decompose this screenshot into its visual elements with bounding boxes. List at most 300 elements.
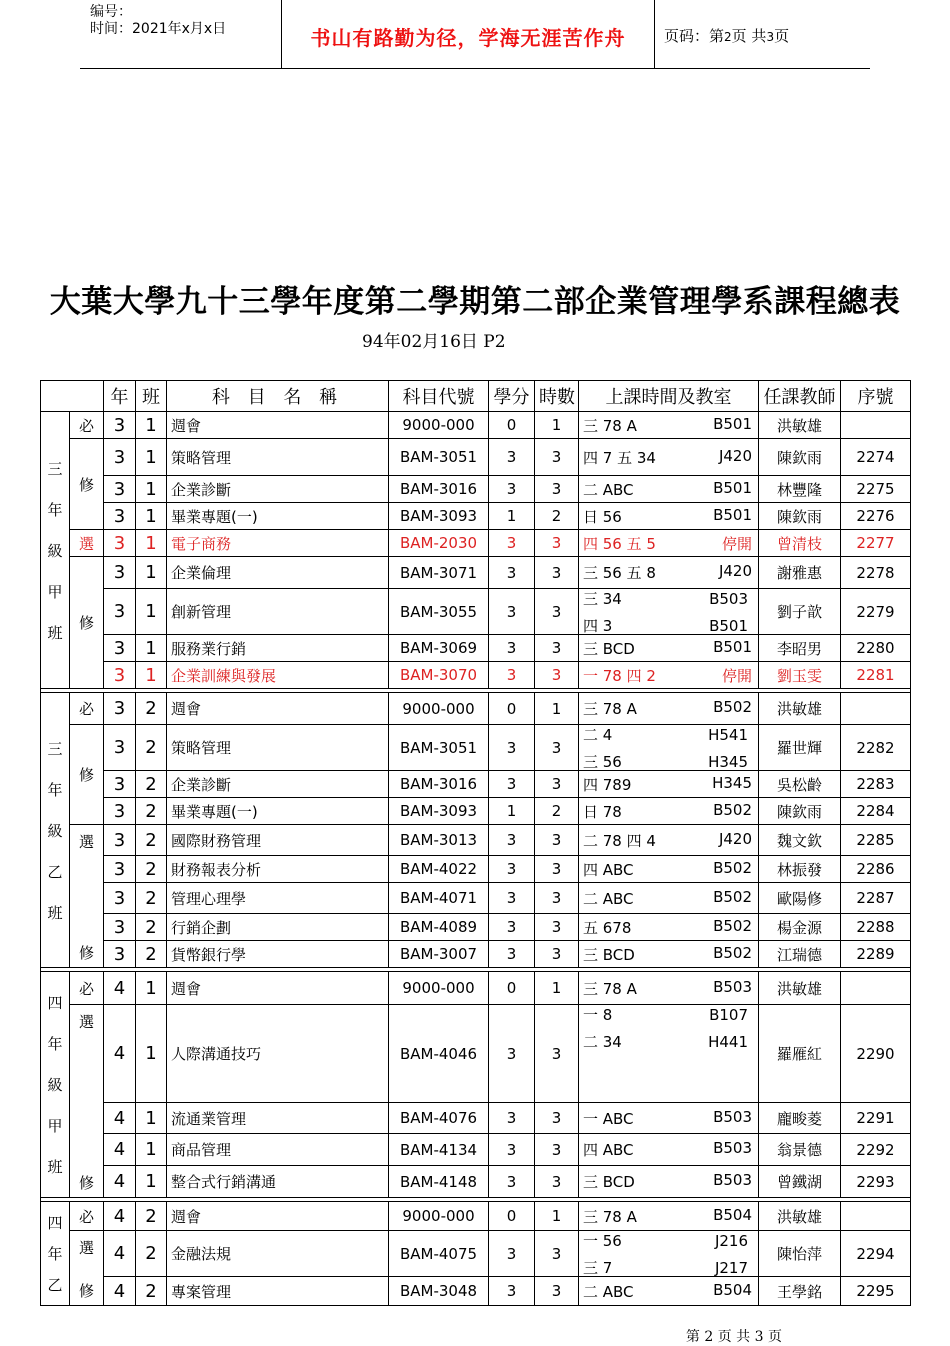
- page-number: 2: [724, 30, 732, 44]
- year-cell: 3: [104, 725, 136, 771]
- course-name-cell: 企業診斷: [167, 771, 389, 798]
- credits-cell: 3: [489, 635, 535, 662]
- schedule-cell: [579, 914, 759, 941]
- serial-cell: 2280: [841, 635, 911, 662]
- course-type-label: 必: [78, 979, 94, 998]
- credits-cell: 3: [489, 883, 535, 914]
- teacher-cell: 陳欽雨: [759, 503, 841, 530]
- group-label-cell: [41, 1202, 70, 1306]
- course-code-cell: BAM-4089: [389, 914, 489, 941]
- schedule-cell: [579, 662, 759, 689]
- teacher-cell: 劉玉雯: [759, 662, 841, 689]
- header-motto: 书山有路勤为径，学海无涯苦作舟: [310, 26, 626, 50]
- course-code-cell: BAM-3070: [389, 662, 489, 689]
- serial-cell: 2283: [841, 771, 911, 798]
- serial-cell: 2288: [841, 914, 911, 941]
- hours-cell: 3: [535, 771, 579, 798]
- course-type-cell: [70, 412, 104, 439]
- serial-cell: 2284: [841, 798, 911, 825]
- credits-cell: 3: [489, 530, 535, 557]
- course-code-cell: BAM-3093: [389, 798, 489, 825]
- credits-cell: 3: [489, 725, 535, 771]
- course-type-label: 修: [78, 1282, 94, 1300]
- course-code-cell: BAM-3016: [389, 771, 489, 798]
- schedule-time: 二 78 四 4: [583, 831, 656, 850]
- schedule-cell: [579, 1231, 759, 1277]
- class-cell: 1: [136, 972, 167, 1005]
- schedule-cell: [579, 1134, 759, 1166]
- year-cell: 3: [104, 771, 136, 798]
- year-cell: 3: [104, 856, 136, 883]
- schedule-time-2: 三 7: [583, 1259, 613, 1277]
- class-cell: 2: [136, 825, 167, 856]
- serial-cell: 2290: [841, 1005, 911, 1103]
- schedule-room-2: H441: [708, 1033, 748, 1051]
- teacher-cell: 洪敏雄: [759, 693, 841, 725]
- table-row: [41, 662, 911, 689]
- year-cell: 4: [104, 1202, 136, 1231]
- serial-cell: [841, 1202, 911, 1231]
- teacher-cell: 龐畯菱: [759, 1103, 841, 1134]
- schedule-time: 三 BCD: [583, 945, 635, 964]
- table-row: [41, 503, 911, 530]
- schedule-time: 二 ABC: [583, 480, 634, 499]
- teacher-cell: 羅世輝: [759, 725, 841, 771]
- year-cell: 4: [104, 1103, 136, 1134]
- document-title: 大葉大學九十三學年度第二學期第二部企業管理學系課程總表: [49, 284, 901, 320]
- hours-cell: 3: [535, 883, 579, 914]
- hours-cell: 1: [535, 1202, 579, 1231]
- schedule-time: 三 56 五 8: [583, 564, 656, 582]
- hours-cell: 3: [535, 1277, 579, 1306]
- teacher-cell: 江瑞德: [759, 941, 841, 968]
- credits-cell: 3: [489, 1103, 535, 1134]
- schedule-room: B504: [713, 1205, 752, 1224]
- hours-cell: 3: [535, 1134, 579, 1166]
- teacher-cell: 謝雅惠: [759, 557, 841, 589]
- class-cell: 1: [136, 1166, 167, 1198]
- year-cell: 3: [104, 503, 136, 530]
- class-cell: 2: [136, 941, 167, 968]
- header-page-indicator: [664, 25, 789, 46]
- course-type-cell: [70, 725, 104, 825]
- hours-cell: 3: [535, 1005, 579, 1103]
- class-cell: 2: [136, 693, 167, 725]
- schedule-cell: [579, 1277, 759, 1306]
- teacher-cell: 洪敏雄: [759, 412, 841, 439]
- serial-cell: 2281: [841, 662, 911, 689]
- schedule-room: B107: [709, 1006, 748, 1024]
- table-row: [41, 1277, 911, 1306]
- course-type-cell: [70, 530, 104, 557]
- hours-cell: 1: [535, 693, 579, 725]
- schedule-time-2: 四 3: [583, 617, 613, 635]
- header-cell: 科 目 名 稱: [167, 381, 389, 412]
- course-type-cell: [70, 1231, 104, 1306]
- schedule-time: 四 7 五 34: [583, 448, 656, 467]
- teacher-cell: 李昭男: [759, 635, 841, 662]
- course-type-label: 必: [78, 700, 94, 718]
- course-type-label: 必: [78, 1207, 94, 1226]
- header-cell: 科目代號: [389, 381, 489, 412]
- table-row: [41, 856, 911, 883]
- hours-cell: 3: [535, 825, 579, 856]
- teacher-cell: 林振發: [759, 856, 841, 883]
- credits-cell: 3: [489, 476, 535, 503]
- teacher-cell: 陳怡萍: [759, 1231, 841, 1277]
- footer-prefix: 第: [685, 1329, 700, 1345]
- course-code-cell: 9000-000: [389, 972, 489, 1005]
- schedule-cell: [579, 1202, 759, 1231]
- year-cell: 3: [104, 589, 136, 635]
- teacher-cell: 曾清枝: [759, 530, 841, 557]
- credits-cell: 0: [489, 1202, 535, 1231]
- hours-cell: 3: [535, 439, 579, 476]
- hours-cell: 3: [535, 1231, 579, 1277]
- serial-cell: 2286: [841, 856, 911, 883]
- year-cell: 4: [104, 1005, 136, 1103]
- course-type-label: 修: [78, 944, 94, 962]
- schedule-room: B502: [713, 800, 752, 819]
- course-name-cell: 週會: [167, 412, 389, 439]
- hours-cell: 3: [535, 1103, 579, 1134]
- schedule-time: 三 78 A: [583, 979, 637, 998]
- group-label-char: 年: [47, 1035, 63, 1053]
- course-code-cell: BAM-3071: [389, 557, 489, 589]
- class-cell: 1: [136, 530, 167, 557]
- number-label: 编号：: [90, 4, 132, 20]
- table-row: [41, 941, 911, 968]
- course-type-cell: [70, 972, 104, 1005]
- course-code-cell: BAM-3048: [389, 1277, 489, 1306]
- schedule-cell: [579, 825, 759, 856]
- course-name-cell: 人際溝通技巧: [167, 1005, 389, 1103]
- serial-cell: 2277: [841, 530, 911, 557]
- course-code-cell: 9000-000: [389, 412, 489, 439]
- course-name-cell: 企業倫理: [167, 557, 389, 589]
- group-label-char: 年: [47, 1245, 63, 1263]
- serial-cell: 2293: [841, 1166, 911, 1198]
- course-name-cell: 策略管理: [167, 439, 389, 476]
- course-name-cell: 國際財務管理: [167, 825, 389, 856]
- course-type-label: 選: [78, 1239, 94, 1257]
- footer-suffix: 页: [768, 1329, 782, 1345]
- header-cell: 年: [104, 381, 136, 412]
- group-label-cell: [41, 972, 70, 1198]
- group-label-char: 四: [47, 994, 63, 1012]
- course-name-cell: 策略管理: [167, 725, 389, 771]
- schedule-room: B503: [713, 1107, 752, 1126]
- course-name-cell: 週會: [167, 972, 389, 1005]
- course-code-cell: 9000-000: [389, 1202, 489, 1231]
- schedule-time: 一 8: [583, 1006, 613, 1024]
- schedule-room-2: J217: [714, 1259, 748, 1277]
- group-label-char: 班: [47, 1158, 63, 1176]
- group-label-char: 甲: [47, 582, 63, 601]
- credits-cell: 3: [489, 662, 535, 689]
- credits-cell: 3: [489, 856, 535, 883]
- credits-cell: 3: [489, 825, 535, 856]
- header-cell: 學分: [489, 381, 535, 412]
- credits-cell: 0: [489, 412, 535, 439]
- course-name-cell: 行銷企劃: [167, 914, 389, 941]
- table-row: [41, 825, 911, 856]
- hours-cell: 3: [535, 856, 579, 883]
- table-row: [41, 1231, 911, 1277]
- course-type-label: 修: [78, 766, 94, 784]
- course-code-cell: BAM-4046: [389, 1005, 489, 1103]
- header-cell: [41, 381, 104, 412]
- schedule-room: 停開: [721, 666, 752, 685]
- course-name-cell: 畢業專題(一): [167, 798, 389, 825]
- date-line: 94年02月16日 P2: [362, 332, 506, 352]
- course-name-cell: 財務報表分析: [167, 856, 389, 883]
- credits-cell: 3: [489, 1231, 535, 1277]
- credits-cell: 3: [489, 557, 535, 589]
- teacher-cell: 魏文欽: [759, 825, 841, 856]
- schedule-time: 三 78 A: [583, 416, 637, 435]
- table-row: [41, 972, 911, 1005]
- schedule-room: B503: [713, 1139, 752, 1157]
- serial-cell: [841, 972, 911, 1005]
- schedule-time: 三 BCD: [583, 639, 635, 658]
- year-cell: 3: [104, 941, 136, 968]
- schedule-cell: [579, 557, 759, 589]
- schedule-room: 停開: [721, 534, 752, 553]
- page-suffix: 页: [774, 27, 790, 45]
- credits-cell: 0: [489, 693, 535, 725]
- header-cell: 任課教師: [759, 381, 841, 412]
- course-type-cell: [70, 1005, 104, 1198]
- class-cell: 1: [136, 1005, 167, 1103]
- teacher-cell: 洪敏雄: [759, 1202, 841, 1231]
- schedule-room: B502: [713, 943, 752, 962]
- schedule-room: B504: [713, 1280, 752, 1299]
- serial-cell: 2278: [841, 557, 911, 589]
- credits-cell: 1: [489, 503, 535, 530]
- year-cell: 3: [104, 825, 136, 856]
- course-type-label: 修: [78, 614, 94, 632]
- year-cell: 3: [104, 635, 136, 662]
- class-cell: 1: [136, 635, 167, 662]
- credits-cell: 3: [489, 914, 535, 941]
- schedule-time: 一 56: [583, 1232, 622, 1250]
- course-code-cell: BAM-4022: [389, 856, 489, 883]
- schedule-time: 一 ABC: [583, 1109, 634, 1128]
- credits-cell: 3: [489, 1005, 535, 1103]
- schedule-time: 二 ABC: [583, 1282, 634, 1301]
- course-code-cell: 9000-000: [389, 693, 489, 725]
- year-cell: 3: [104, 914, 136, 941]
- schedule-time: 五 678: [583, 918, 632, 937]
- schedule-cell: [579, 693, 759, 725]
- schedule-room: H541: [708, 726, 748, 744]
- teacher-cell: 羅雁紅: [759, 1005, 841, 1103]
- class-cell: 2: [136, 914, 167, 941]
- table-row: [41, 439, 911, 476]
- serial-cell: 2276: [841, 503, 911, 530]
- course-type-label: 選: [78, 534, 94, 553]
- year-cell: 3: [104, 662, 136, 689]
- page-header: [80, 0, 870, 69]
- schedule-cell: [579, 941, 759, 968]
- serial-cell: 2274: [841, 439, 911, 476]
- schedule-room: B503: [713, 1171, 752, 1189]
- year-cell: 3: [104, 412, 136, 439]
- course-type-cell: [70, 1202, 104, 1231]
- schedule-cell: [579, 798, 759, 825]
- page-prefix: 页码：第: [664, 27, 725, 45]
- schedule-room: B501: [713, 505, 752, 524]
- table-row: [41, 476, 911, 503]
- table-row: [41, 1166, 911, 1198]
- course-table: [40, 380, 911, 1306]
- group-label-char: 三: [47, 739, 63, 758]
- course-code-cell: BAM-4134: [389, 1134, 489, 1166]
- group-label-char: 級: [47, 821, 63, 840]
- hours-cell: 3: [535, 557, 579, 589]
- group-label-char: 班: [47, 623, 63, 642]
- serial-cell: 2292: [841, 1134, 911, 1166]
- schedule-room: B502: [713, 698, 752, 716]
- course-code-cell: BAM-3051: [389, 725, 489, 771]
- class-cell: 2: [136, 725, 167, 771]
- serial-cell: 2275: [841, 476, 911, 503]
- hours-cell: 2: [535, 503, 579, 530]
- page-total: 3: [766, 30, 775, 44]
- schedule-time: 三 34: [583, 590, 622, 608]
- group-label-char: 級: [47, 1076, 63, 1094]
- group-label-char: 年: [47, 780, 63, 799]
- teacher-cell: 王學銘: [759, 1277, 841, 1306]
- hours-cell: 3: [535, 635, 579, 662]
- header-divider: [654, 0, 655, 68]
- schedule-room-2: H345: [708, 753, 748, 771]
- schedule-time: 四 789: [583, 775, 632, 794]
- credits-cell: 3: [489, 439, 535, 476]
- hours-cell: 3: [535, 914, 579, 941]
- schedule-time: 三 78 A: [583, 700, 637, 718]
- table-row: [41, 557, 911, 589]
- year-cell: 3: [104, 883, 136, 914]
- credits-cell: 3: [489, 771, 535, 798]
- serial-cell: 2279: [841, 589, 911, 635]
- teacher-cell: 翁景德: [759, 1134, 841, 1166]
- table-row: [41, 1005, 911, 1103]
- table-row: [41, 1202, 911, 1231]
- table-row: [41, 412, 911, 439]
- schedule-room: B502: [713, 916, 752, 935]
- serial-cell: 2282: [841, 725, 911, 771]
- table-row: [41, 1103, 911, 1134]
- class-cell: 2: [136, 1202, 167, 1231]
- serial-cell: 2285: [841, 825, 911, 856]
- teacher-cell: 劉子歆: [759, 589, 841, 635]
- course-name-cell: 商品管理: [167, 1134, 389, 1166]
- group-label-cell: [41, 693, 70, 968]
- course-code-cell: BAM-3016: [389, 476, 489, 503]
- hours-cell: 1: [535, 412, 579, 439]
- course-code-cell: BAM-4148: [389, 1166, 489, 1198]
- credits-cell: 3: [489, 1166, 535, 1198]
- footer-total: 3: [754, 1329, 764, 1345]
- schedule-room-2: B501: [709, 617, 748, 635]
- schedule-cell: [579, 635, 759, 662]
- course-type-cell: [70, 825, 104, 968]
- course-type-cell: [70, 693, 104, 725]
- table-row: [41, 725, 911, 771]
- course-code-cell: BAM-3055: [389, 589, 489, 635]
- course-code-cell: BAM-3093: [389, 503, 489, 530]
- table-row: [41, 798, 911, 825]
- hours-cell: 3: [535, 476, 579, 503]
- credits-cell: 1: [489, 798, 535, 825]
- class-cell: 1: [136, 662, 167, 689]
- course-code-cell: BAM-3007: [389, 941, 489, 968]
- class-cell: 2: [136, 883, 167, 914]
- schedule-cell: [579, 503, 759, 530]
- course-name-cell: 企業診斷: [167, 476, 389, 503]
- header-cell: 序號: [841, 381, 911, 412]
- hours-cell: 3: [535, 725, 579, 771]
- credits-cell: 0: [489, 972, 535, 1005]
- year-cell: 4: [104, 972, 136, 1005]
- group-label-char: 乙: [47, 1276, 63, 1294]
- schedule-cell: [579, 530, 759, 557]
- year-cell: 3: [104, 476, 136, 503]
- course-name-cell: 整合式行銷溝通: [167, 1166, 389, 1198]
- header-cell: 時數: [535, 381, 579, 412]
- serial-cell: 2287: [841, 883, 911, 914]
- year-cell: 4: [104, 1231, 136, 1277]
- year-cell: 4: [104, 1166, 136, 1198]
- course-name-cell: 畢業專題(一): [167, 503, 389, 530]
- group-label-cell: [41, 412, 70, 689]
- year-cell: 3: [104, 557, 136, 589]
- schedule-time-2: 三 56: [583, 753, 622, 771]
- header-cell: 上課時間及教室: [579, 381, 759, 412]
- table-row: [41, 914, 911, 941]
- schedule-time: 日 56: [583, 507, 622, 526]
- group-label-char: 甲: [47, 1117, 63, 1135]
- table-row: [41, 635, 911, 662]
- schedule-room: B501: [713, 414, 752, 433]
- teacher-cell: 歐陽修: [759, 883, 841, 914]
- teacher-cell: 吳松齡: [759, 771, 841, 798]
- footer-mid: 页 共: [717, 1329, 751, 1345]
- table-row: [41, 883, 911, 914]
- group-label-char: 四: [47, 1214, 63, 1232]
- serial-cell: 2295: [841, 1277, 911, 1306]
- class-cell: 1: [136, 439, 167, 476]
- course-type-label: 必: [78, 416, 94, 435]
- schedule-room: H345: [712, 773, 752, 792]
- course-code-cell: BAM-4076: [389, 1103, 489, 1134]
- serial-cell: 2294: [841, 1231, 911, 1277]
- class-cell: 1: [136, 557, 167, 589]
- course-type-cell: [70, 439, 104, 530]
- schedule-time: 四 56 五 5: [583, 534, 656, 553]
- page-footer: [686, 1326, 782, 1346]
- table-row: [41, 589, 911, 635]
- schedule-cell: [579, 589, 759, 635]
- footer-page: 2: [704, 1329, 714, 1345]
- schedule-cell: [579, 1005, 759, 1103]
- time-label: 时间：2021年x月x日: [90, 21, 227, 37]
- schedule-time-2: 二 34: [583, 1033, 622, 1051]
- teacher-cell: 洪敏雄: [759, 972, 841, 1005]
- schedule-room: J420: [718, 562, 752, 580]
